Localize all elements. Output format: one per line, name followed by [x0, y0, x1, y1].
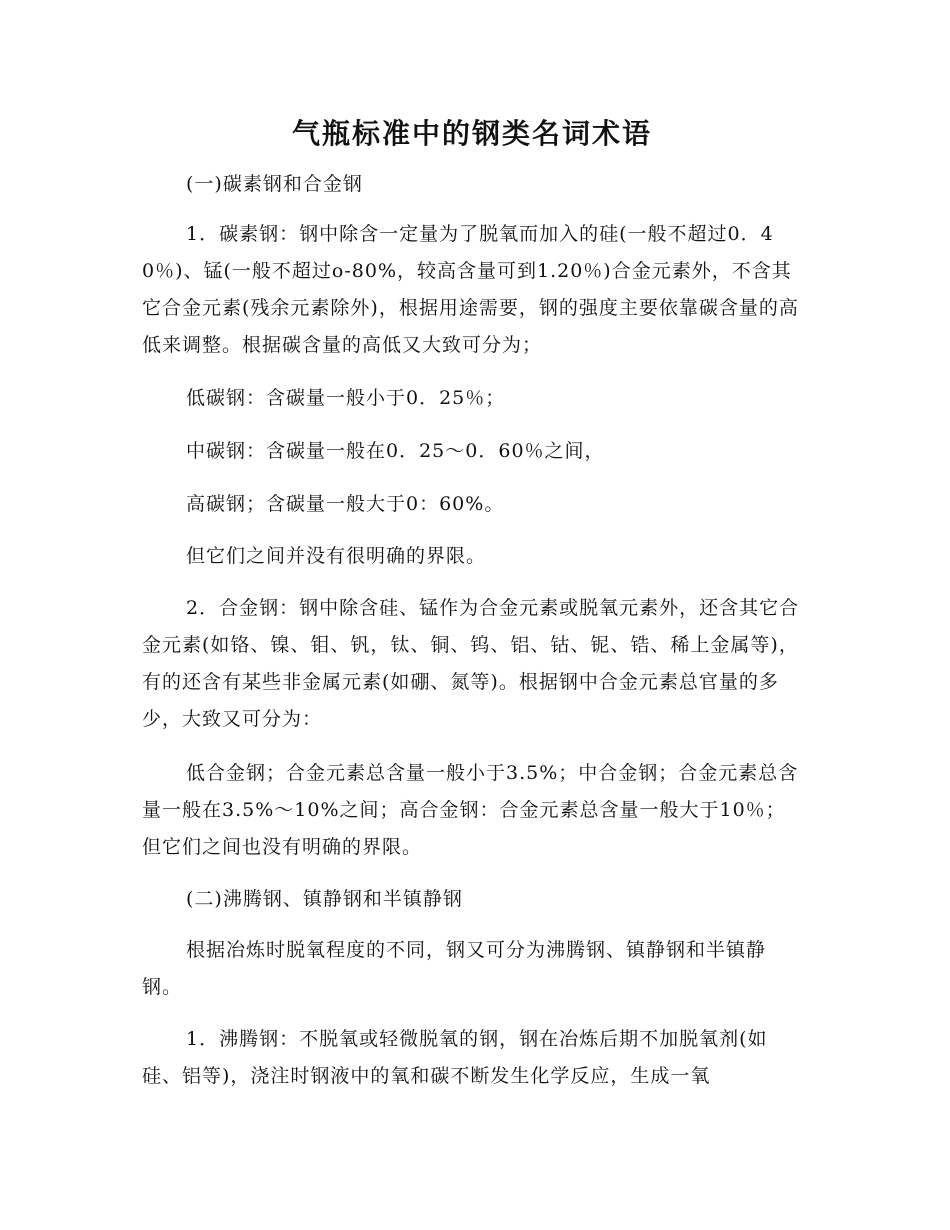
paragraph-deoxidation: 根据冶炼时脱氧程度的不同，钢又可分为沸腾钢、镇静钢和半镇静钢。: [142, 939, 767, 998]
paragraph-low-carbon: 低碳钢：含碳量一般小于0．25％；: [186, 387, 506, 409]
paragraph-rimmed-steel: 1．沸腾钢：不脱氧或轻微脱氧的钢，钢在冶炼后期不加脱氧剂(如硅、铝等)，浇注时钢液中的氧和碳不断发生化学反应，生成一氧: [142, 1028, 768, 1087]
document-title: 气瓶标准中的钢类名词术语: [291, 117, 652, 150]
paragraph-carbon-steel: 1．碳素钢：钢中除含一定量为了脱氧而加入的硅(一般不超过0．40％)、锰(一般不超过o-80%，较高含量可到1.20％)合金元素外，不含其它合金元素(残余元素除外)，根据用途需要，钢的强度主要依靠碳含量的高低来调整。根据碳含量的高低又大致可分为；: [142, 223, 799, 356]
paragraph-alloy-classes: 低合金钢；合金元素总含量一般小于3.5%；中合金钢；合金元素总含量一般在3.5%～10%之间；高合金钢：合金元素总含量一般大于10％；但它们之间也没有明确的界限。: [142, 762, 799, 858]
paragraph-alloy-steel: 2．合金钢：钢中除含硅、锰作为合金元素或脱氧元素外，还含其它合金元素(如铬、镍、钼、钒，钛、铜、钨、铝、钴、铌、锆、稀上金属等)，有的还含有某些非金属元素(如硼、氮等)。根据钢中合金元素总官量的多少，大致又可分为：: [142, 597, 800, 730]
paragraph-no-boundary: 但它们之间并没有很明确的界限。: [186, 545, 487, 567]
paragraph-medium-carbon: 中碳钢：含碳量一般在0．25～0．60％之间，: [186, 440, 605, 462]
paragraph-high-carbon: 高碳钢；含碳量一般大于0：60%。: [186, 493, 505, 515]
section-heading-1: (一)碳素钢和合金钢: [186, 173, 363, 195]
section-heading-2: (二)沸腾钢、镇静钢和半镇静钢: [186, 888, 463, 910]
